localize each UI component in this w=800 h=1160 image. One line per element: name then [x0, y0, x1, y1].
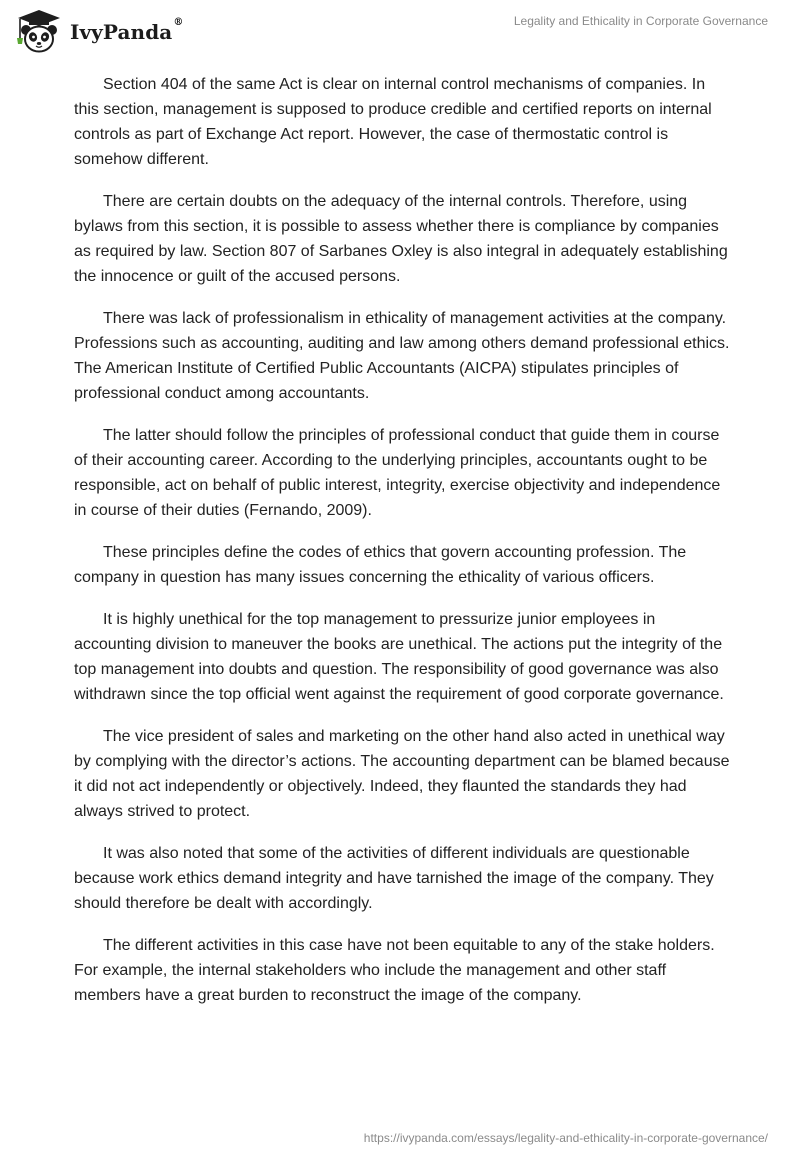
ivypanda-logo[interactable]: [14, 8, 183, 54]
registered-mark: ®: [173, 17, 184, 28]
paragraph: It is highly unethical for the top management to pressurize junior employees in accounting division to maneuver the books are unethical. The actions put the integrity of the top management into doubts and question. The responsibility of good governance was also withdrawn since the top official went against the requirement of good corporate governance.: [74, 611, 724, 703]
paragraph: The vice president of sales and marketing on the other hand also acted in unethical way by complying with the director’s actions. The accounting department can be blamed because it did not act independently or objectively. Indeed, they flaunted the standards they had always strived to protect.: [74, 728, 730, 820]
source-url[interactable]: https://ivypanda.com/essays/legality-and-ethicality-in-corporate-governance/: [363, 1131, 768, 1145]
panda-graduation-cap-icon: [14, 8, 64, 54]
essay-body: [74, 72, 730, 1025]
paragraph: Section 404 of the same Act is clear on internal control mechanisms of companies. In this section, management is supposed to produce credible and certified reports on internal controls as part of Exchange Act report. However, the case of thermostatic control is somehow different.: [74, 76, 712, 168]
paragraph: The latter should follow the principles of professional conduct that guide them in course of their accounting career. According to the underlying principles, accountants ought to be responsible, act on behalf of public interest, integrity, exercise objectivity and independence in course of their duties (Fernando, 2009).: [74, 427, 721, 519]
paragraph: There are certain doubts on the adequacy of the internal controls. Therefore, using bylaws from this section, it is possible to assess whether there is compliance by companies as required by law. Section 807 of Sarbanes Oxley is also integral in adequately establishing the innocence or guilt of the accused persons.: [74, 193, 728, 285]
paragraph: It was also noted that some of the activities of different individuals are questionable because work ethics demand integrity and have tarnished the image of the company. They should therefore be dealt with accordingly.: [74, 845, 714, 912]
brand-name: IvyPanda®: [70, 17, 184, 44]
page-header: [0, 0, 800, 60]
paragraph: The different activities in this case have not been equitable to any of the stake holders. For example, the internal stakeholders who include the management and other staff members have a great burden to reconstruct the image of the company.: [74, 937, 715, 1004]
document-title: Legality and Ethicality in Corporate Governance: [513, 14, 768, 28]
paragraph: There was lack of professionalism in ethicality of management activities at the company. Professions such as accounting, auditing and law among others demand professional ethics. The American Institute of Certified Public Accountants (AICPA) stipulates principles of professional conduct among accountants.: [74, 310, 730, 402]
paragraph: These principles define the codes of ethics that govern accounting profession. The company in question has many issues concerning the ethicality of various officers.: [74, 544, 687, 586]
